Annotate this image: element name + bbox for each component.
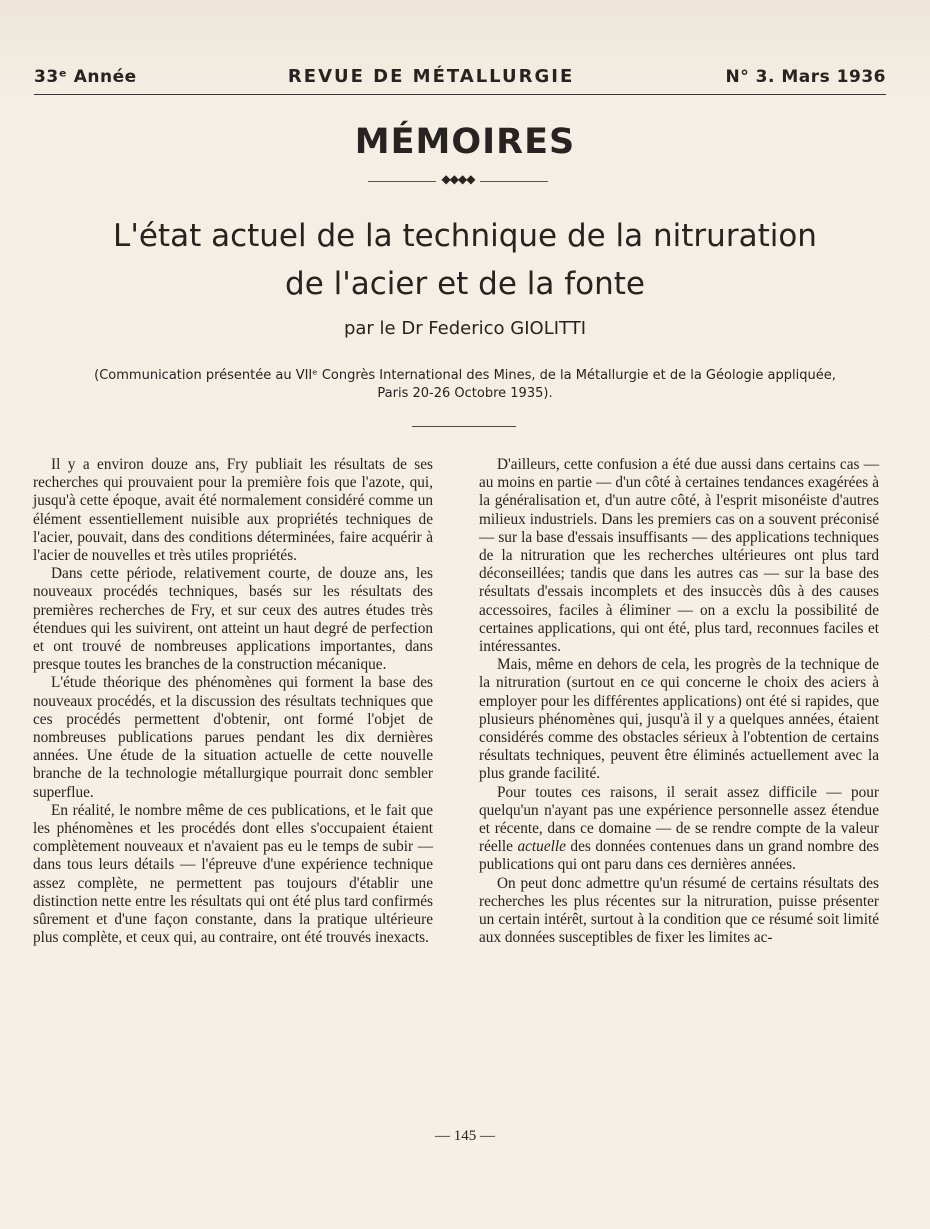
- emphasis: actuelle: [517, 838, 566, 856]
- right-column: [479, 456, 879, 947]
- page-number: — 145 —: [435, 1128, 495, 1144]
- paragraph: Dans cette période, relativement courte, de douze ans, les nouveaux procédés techniques, basés sur les résultats des premières recherches de Fry, et sur ceux des autres études très étendues qui les suivirent, ont atteint un haut degré de perfection et ont trouvé de nombreuses applications importantes, dans presque toutes les branches de la construction mécanique.: [33, 565, 433, 674]
- paragraph: D'ailleurs, cette confusion a été due aussi dans certains cas — au moins en partie — d'un côté à certaines tendances exagérées à la généralisation et, d'un autre côté, à l'esprit misonéiste d'autres milieux industriels. Dans les premiers cas on a souvent préconisé — sur la base d'essais insuffisants — des applications techniques de la nitruration que les recherches ultérieures ont plus tard déconseillées; tandis que dans les autres cas — sur la base des résultats d'essais incomplets et des insuccès dûs à des causes accessoires, faciles à éliminer — on a exclu la possibilité de certaines applications, qui ont été, plus tard, reconnues faciles et intéressantes.: [479, 456, 879, 656]
- ornament-divider: [368, 172, 548, 192]
- section-divider: [412, 426, 516, 427]
- diamond-ornament-icon: ◆◆◆◆: [441, 172, 475, 186]
- left-column: [33, 456, 433, 947]
- paragraph: Pour toutes ces raisons, il serait assez difficile — pour quelqu'un n'ayant pas une expérience personnelle assez étendue et récente, dans ce domaine — de se rendre compte de la valeur réelle actuelle des données contenues dans un grand nombre des publications qui ont paru dans ces dernières années.: [479, 783, 879, 874]
- article-title-line-1: L'état actuel de la technique de la nitruration: [113, 218, 817, 254]
- article-title: [0, 212, 930, 308]
- section-title: MÉMOIRES: [354, 122, 576, 162]
- paragraph: Mais, même en dehors de cela, les progrès de la technique de la nitruration (surtout en ce qui concerne le choix des aciers à employer pour les différentes applications) ont été si rapides, que plusieurs phénomènes qui, jusqu'à il y a quelques années, étaient considérés comme des obstacles sérieux à l'obtention de certains résultats techniques, peuvent être éliminés actuellement avec la plus grande facilité.: [479, 656, 879, 783]
- article-title-line-2: de l'acier et de la fonte: [285, 266, 645, 302]
- journal-name: REVUE DE MÉTALLURGIE: [287, 66, 575, 87]
- paragraph: On peut donc admettre qu'un résumé de certains résultats des recherches les plus récentes sur la nitruration, puisse présenter un certain intérêt, surtout à la condition que ce résumé soit limité aux données susceptibles de fixer les limites ac-: [479, 874, 879, 947]
- volume-year: 33ᵉ Année: [34, 67, 137, 87]
- header-rule: [34, 94, 886, 95]
- paragraph: Il y a environ douze ans, Fry publiait les résultats de ses recherches qui prouvaient pour la première fois que l'azote, qui, jusqu'à cette époque, avait été normalement considéré comme un élément essentiellement nuisible aux propriétés techniques de l'acier, pouvait, dans des conditions déterminées, faire acquérir à l'acier de nouvelles et très utiles propriétés.: [33, 456, 433, 565]
- paragraph: L'étude théorique des phénomènes qui forment la base des nouveaux procédés, et la discussion des résultats techniques que ces procédés permettent d'obtenir, ont formé l'objet de nombreuses publications parues pendant les dix dernières années. Une étude de la situation actuelle de cette nouvelle branche de la technologie métallurgique pourrait donc sembler superflue.: [33, 674, 433, 801]
- communication-note: (Communication présentée au VIIᵉ Congrès International des Mines, de la Métallurgie et de la Géologie appliquée, Paris 20-26 Octobre 1935).: [94, 368, 836, 401]
- article-author: par le Dr Federico GIOLITTI: [343, 318, 587, 339]
- issue-date: N° 3. Mars 1936: [725, 67, 886, 87]
- running-header: [34, 66, 886, 87]
- paragraph: En réalité, le nombre même de ces publications, et le fait que les phénomènes et les procédés dont elles s'occupaient étaient complètement nouveaux et n'avaient pas eu le temps de subir — dans tous leurs détails — l'épreuve d'une expérience technique assez complète, ne permettent pas toujours d'établir une distinction nette entre les résultats qui ont été plus tard confirmés sûrement et d'une façon constante, dans la pratique ultérieure plus complète, et ceux qui, au contraire, ont été trouvés inexacts.: [33, 801, 433, 947]
